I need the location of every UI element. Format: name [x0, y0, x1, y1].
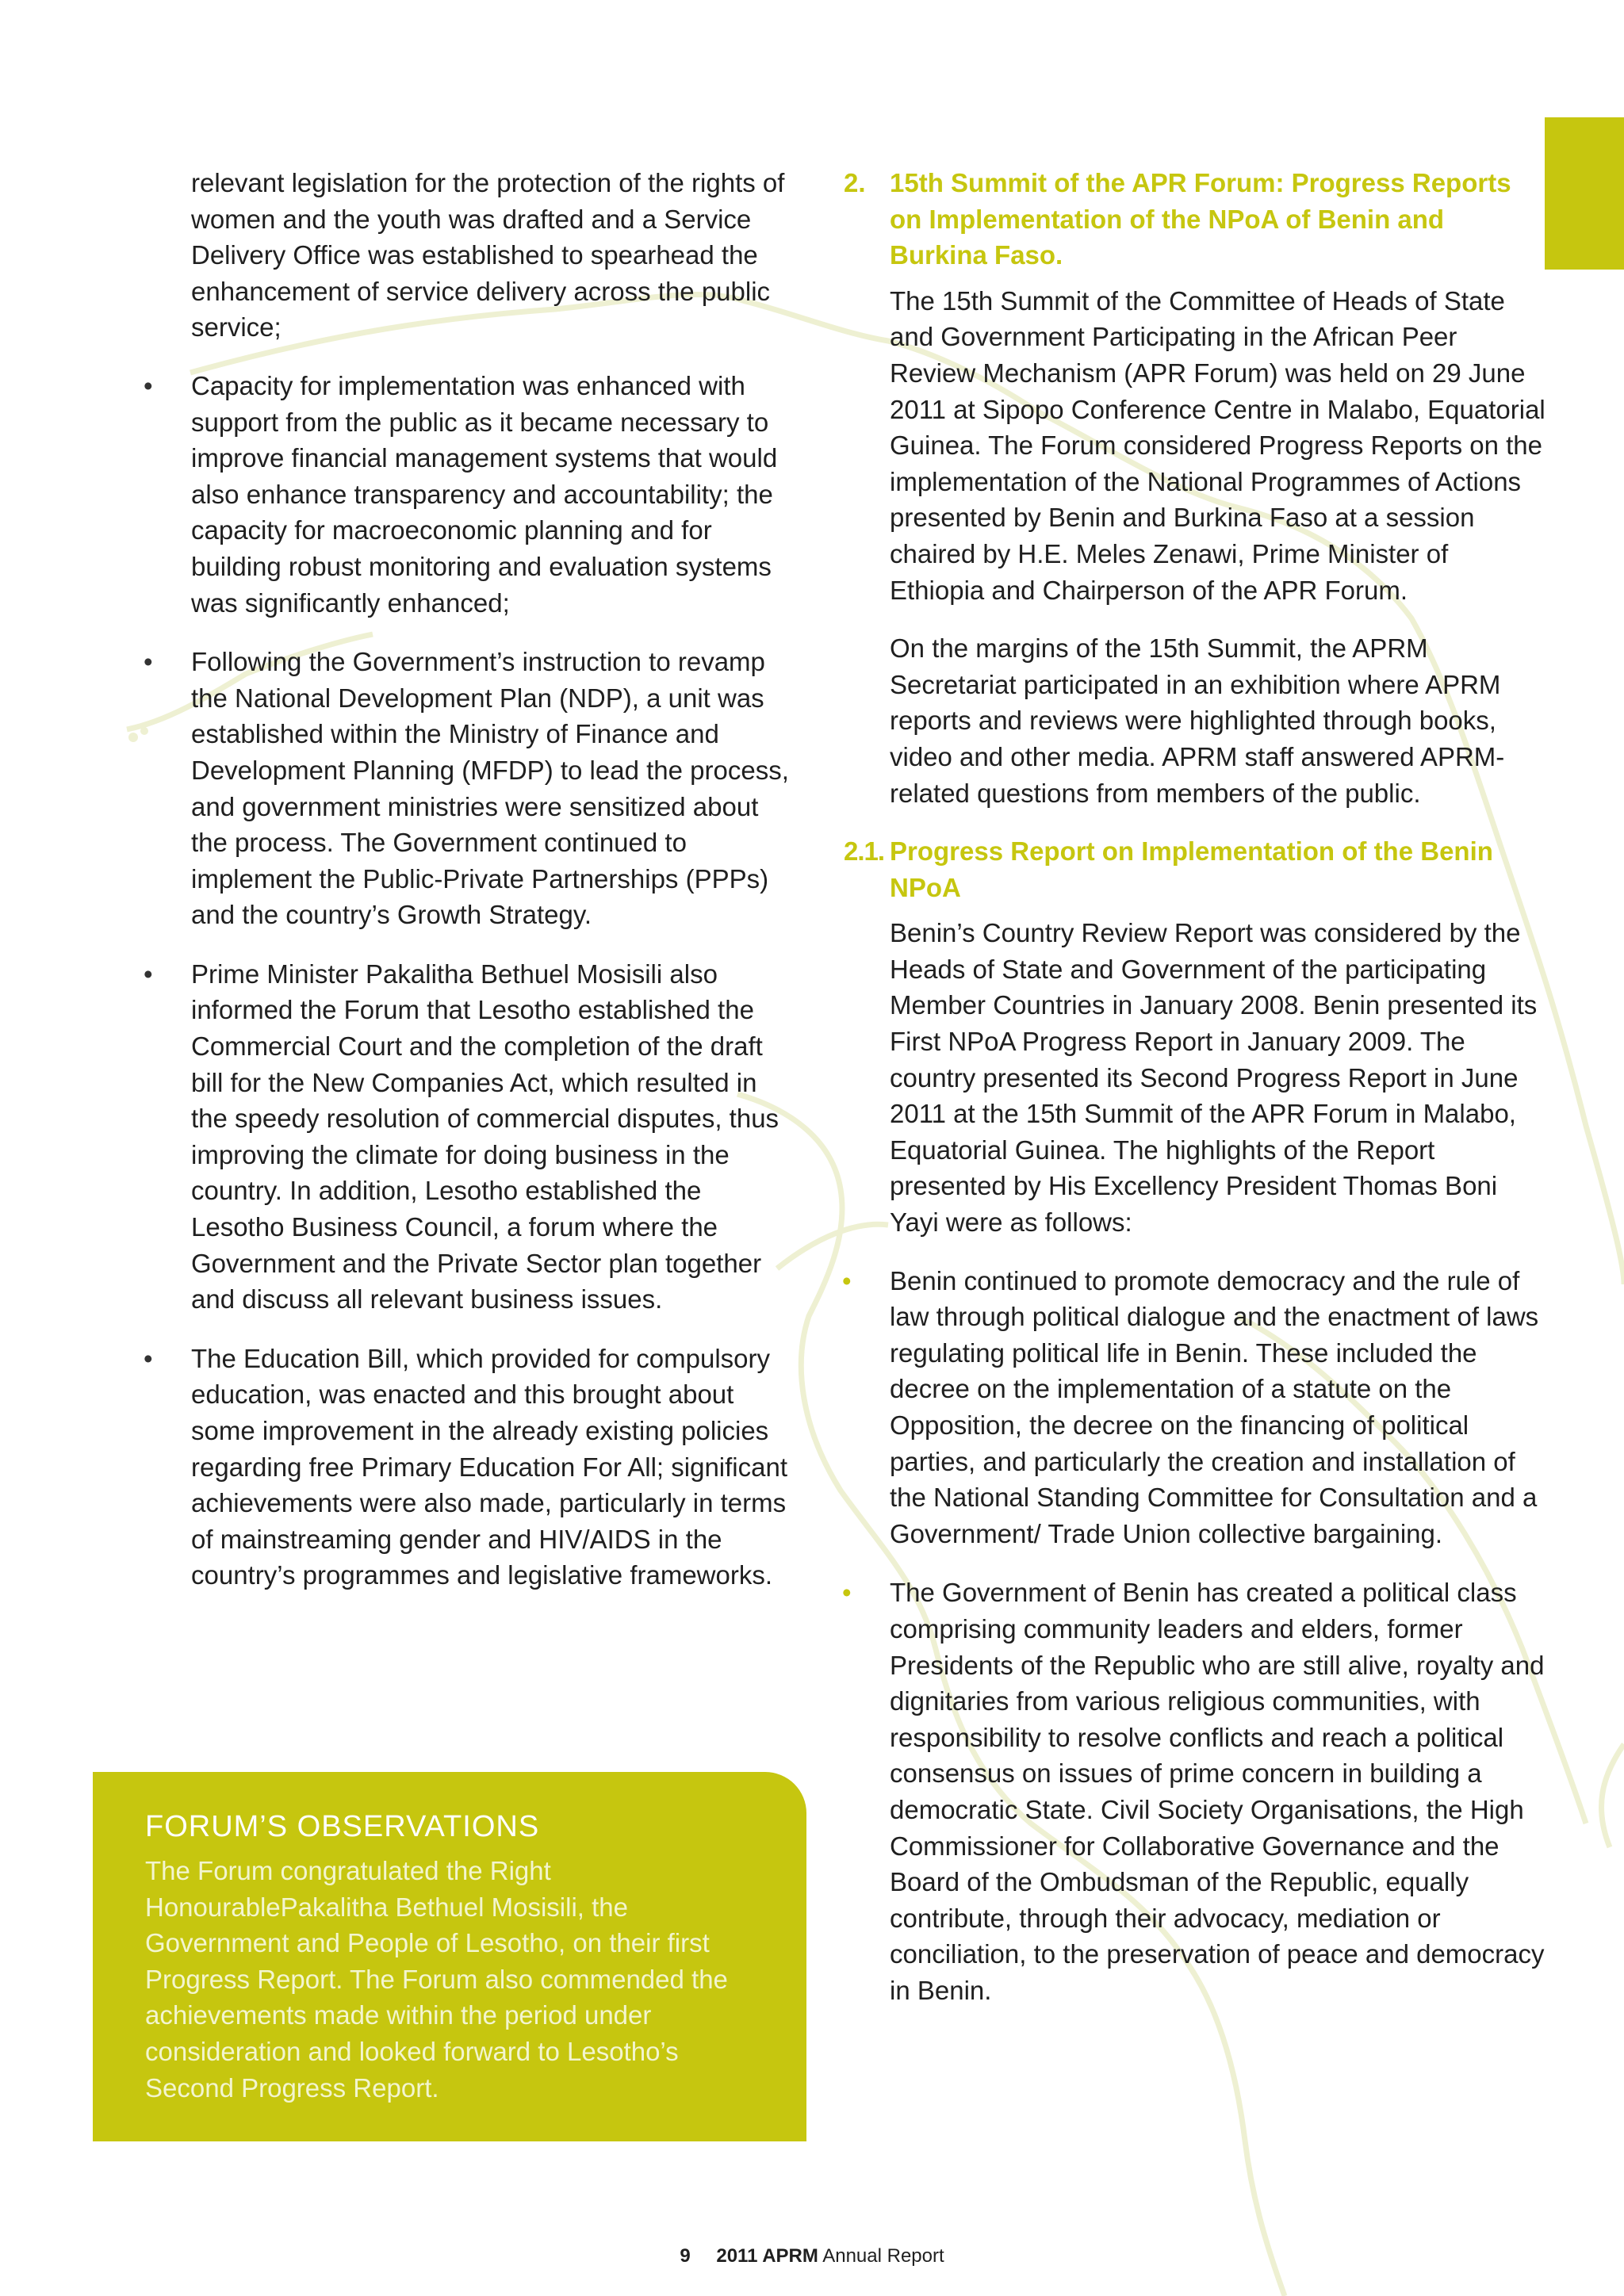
section-title: 15th Summit of the APR Forum: Progress Reports on Implementation of the NPoA of Benin and Burkina Faso.: [890, 168, 1511, 270]
summit-paragraph: The 15th Summit of the Committee of Heads of State and Government Participating in the African Peer Review Mechanism (APR Forum) was held on 29 June 2011 at Sipopo Conference Centre in Malabo, Equatorial Guinea. The Forum considered Progress Reports on the implementation of the National Programmes of Actions presented by Benin and Burkina Faso at a session chaired by H.E. Meles Zenawi, Prime Minister of Ethiopia and Chairperson of the APR Forum.: [890, 285, 1545, 605]
list-item: • Prime Minister Pakalitha Bethuel Mosisili also informed the Forum that Lesotho established the Commercial Court and the completion of the draft bill for the New Companies Act, which resulted in the speedy resolution of commercial disputes, thus improving the climate for doing business in the country. In addition, Lesotho established the Lesotho Business Council, a forum where the Government and the Private Sector plan together and discuss all relevant business issues.: [191, 956, 795, 1318]
intro-paragraph: relevant legislation for the protection of the rights of women and the youth was drafted and a Service Delivery Office was established to spearhead the enhancement of service delivery across the public service;: [191, 168, 785, 342]
observations-title: FORUM’S OBSERVATIONS: [145, 1810, 540, 1843]
benin-highlights-list: [890, 1263, 1548, 2009]
subsection-number: 2.1.: [844, 836, 885, 867]
page-number: 9: [680, 2245, 691, 2267]
footer-report-label: Annual Report: [822, 2245, 944, 2267]
list-item: • The Government of Benin has created a political class comprising community leaders and elders, former Presidents of the Republic who are still alive, royalty and dignitaries from various religious communities, with responsibility to resolve conflicts and reach a political consensus on issues of prime concern in building a democratic State. Civil Society Organisations, the High Commissioner for Collaborative Governance and the Board of the Ombudsman of the Republic, equally contribute, through their advocacy, mediation or conciliation, to the preservation of peace and democracy in Benin.: [890, 1575, 1548, 2008]
left-column: [191, 165, 795, 1617]
list-item: • Capacity for implementation was enhanced with support from the public as it became necessary to improve financial management systems that would also enhance transparency and accountability; the capacity for macroeconomic planning and for building robust monitoring and evaluation systems was significantly enhanced;: [191, 368, 795, 621]
right-column: [844, 165, 1548, 2032]
observations-text: The Forum congratulated the Right HonourablePakalitha Bethuel Mosisili, the Government and People of Lesotho, on their first Progress Report. The Forum also commended the achievements made within the period under consideration and looked forward to Lesotho’s Second Progress Report.: [145, 1856, 728, 2103]
list-item: • Following the Government’s instruction to revamp the National Development Plan (NDP), a unit was established within the Ministry of Finance and Development Planning (MFDP) to lead the process, and government ministries were sensitized about the process. The Government continued to implement the Public-Private Partnerships (PPPs) and the country’s Growth Strategy.: [191, 644, 795, 933]
page-footer: [0, 2245, 1624, 2267]
chapter-side-tab: [1545, 117, 1624, 270]
benin-report-paragraph: Benin’s Country Review Report was considered by the Heads of State and Government of the participating Member Countries in January 2008. Benin presented its First NPoA Progress Report in January 2009. The country presented its Second Progress Report in June 2011 at the 15th Summit of the APR Forum in Malabo, Equatorial Guinea. The highlights of the Report presented by His Excellency President Thomas Boni Yayi were as follows:: [890, 918, 1538, 1238]
lesotho-achievements-list: [191, 368, 795, 1594]
section-heading: [844, 165, 1548, 274]
list-item: • Benin continued to promote democracy and the rule of law through political dialogue and the enactment of laws regulating political life in Benin. These included the decree on the implementation of a statute on the Opposition, the decree on the financing of political parties, and particularly the creation and installation of the National Standing Committee for Consultation and a Government/ Trade Union collective bargaining.: [890, 1263, 1548, 1552]
list-item: • The Education Bill, which provided for compulsory education, was enacted and this brought about some improvement in the already existing policies regarding free Primary Education For All; significant achievements were also made, particularly in terms of mainstreaming gender and HIV/AIDS in the country’s programmes and legislative frameworks.: [191, 1341, 795, 1594]
subsection-title: Progress Report on Implementation of the Benin NPoA: [890, 836, 1493, 902]
subsection-heading: [844, 833, 1548, 905]
forum-observations-box: [93, 1772, 806, 2141]
section-number: 2.: [844, 168, 866, 197]
exhibition-paragraph: On the margins of the 15th Summit, the APRM Secretariat participated in an exhibition where APRM reports and reviews were highlighted through books, video and other media. APRM staff answered APRM-related questions from members of the public.: [890, 633, 1505, 808]
footer-year-org: 2011 APRM: [716, 2245, 818, 2267]
